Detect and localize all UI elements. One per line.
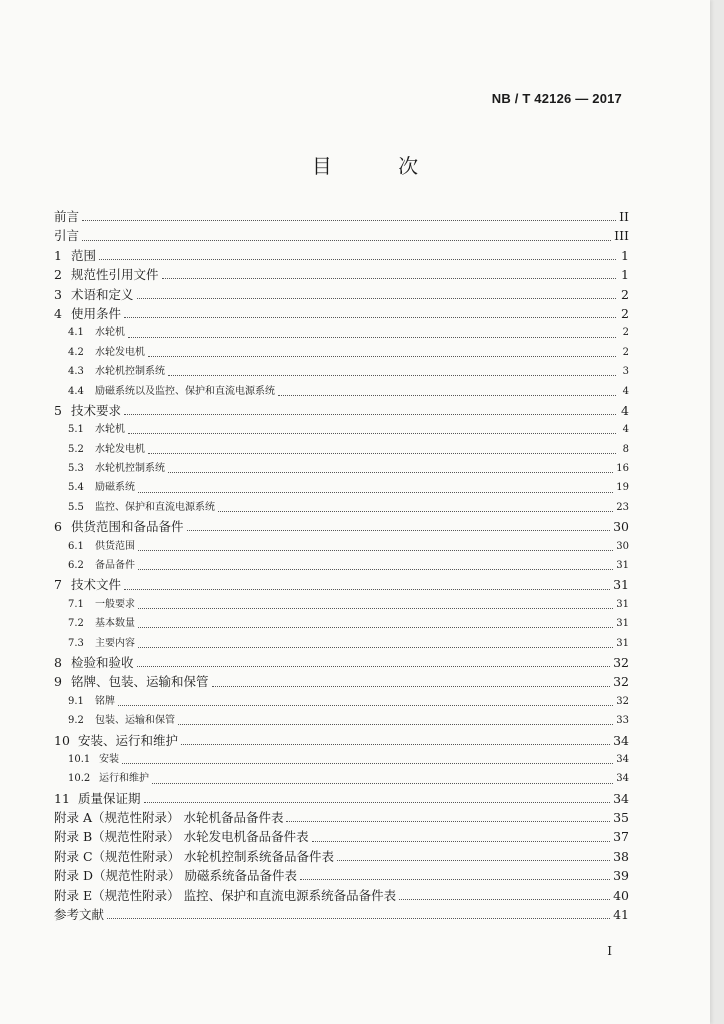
dot-leader — [138, 550, 613, 551]
toc-entry-page: 4 — [622, 385, 629, 397]
dot-leader — [138, 569, 613, 570]
toc-entry-page: 19 — [616, 482, 629, 494]
toc-entry[interactable] — [54, 537, 629, 556]
toc-entry-page: 4 — [622, 424, 629, 436]
toc-entry-title — [68, 769, 149, 788]
toc-entry-number: 7.2 — [68, 618, 84, 630]
toc-entry-title — [54, 886, 396, 905]
toc-entry-page: 23 — [616, 501, 629, 513]
toc-entry-number: 11 — [54, 790, 70, 806]
toc-entry-title — [54, 226, 79, 245]
toc-entry-title — [68, 537, 135, 556]
toc-entry-title — [68, 420, 125, 439]
toc-entry-label: 使用条件 — [71, 305, 122, 321]
dot-leader — [82, 220, 616, 221]
toc-entry-page: 3 — [622, 366, 629, 378]
toc-entry-label: 附录 E（规范性附录） 监控、保护和直流电源系统备品备件表 — [54, 887, 397, 903]
toc-entry-number: 9 — [54, 674, 62, 690]
toc-entry-label: 引言 — [54, 228, 80, 244]
toc-entry-page: 31 — [616, 598, 629, 610]
toc-entry-page: 1 — [621, 247, 629, 263]
toc-entry-number: 5.4 — [68, 482, 84, 494]
toc-entry[interactable] — [54, 362, 629, 381]
toc-entry-title — [54, 207, 79, 226]
toc-entry-number: 1 — [54, 247, 62, 263]
toc-entry-label: 包装、运输和保管 — [95, 715, 175, 727]
toc-entry-number: 9.2 — [68, 715, 84, 727]
page-title: 目 次 — [311, 154, 449, 178]
toc-entry-page: 40 — [613, 887, 629, 903]
toc-entry-title — [68, 498, 215, 517]
toc-entry-label: 水轮发电机 — [95, 346, 145, 358]
toc-entry-label: 检验和验收 — [71, 654, 134, 670]
toc-entry[interactable] — [54, 265, 629, 284]
toc-entry-title — [54, 827, 309, 846]
toc-entry-title — [68, 323, 125, 342]
toc-entry-page: 31 — [613, 577, 629, 593]
toc-entry-page: 2 — [622, 327, 629, 339]
toc-entry-label: 质量保证期 — [78, 790, 141, 806]
dot-leader — [124, 414, 616, 415]
toc-entry-page: 41 — [613, 907, 629, 923]
toc-entry-page: 37 — [613, 829, 629, 845]
toc-entry[interactable] — [54, 595, 629, 614]
toc-entry-page: 38 — [613, 848, 629, 864]
toc-entry-title — [68, 692, 115, 711]
toc-entry-title — [54, 401, 121, 420]
toc-entry[interactable] — [54, 323, 629, 342]
toc-entry-page: 31 — [616, 560, 629, 572]
toc-entry-number: 8 — [54, 654, 62, 670]
toc-entry-title — [68, 459, 165, 478]
toc-entry[interactable] — [54, 246, 629, 265]
dot-leader — [128, 433, 616, 434]
toc-entry[interactable] — [54, 401, 629, 420]
toc-entry[interactable] — [54, 343, 629, 362]
toc-entry-number: 7.3 — [68, 637, 84, 649]
toc-entry-page: 33 — [616, 715, 629, 727]
dot-leader — [148, 356, 616, 357]
toc-entry-title — [54, 517, 184, 536]
page-number: I — [607, 944, 612, 958]
toc-entry-page: 32 — [613, 654, 629, 670]
dot-leader — [138, 492, 613, 493]
dot-leader — [137, 298, 616, 299]
toc-entry-title — [68, 750, 119, 769]
toc-entry-label: 基本数量 — [95, 618, 135, 630]
table-of-contents — [54, 207, 629, 924]
toc-entry-title — [54, 653, 134, 672]
toc-entry-label: 前言 — [54, 208, 80, 224]
toc-entry-label: 励磁系统以及监控、保护和直流电源系统 — [95, 385, 275, 397]
toc-entry[interactable] — [54, 556, 629, 575]
toc-entry[interactable] — [54, 847, 629, 866]
toc-entry-page: 32 — [616, 695, 629, 707]
toc-entry[interactable] — [54, 226, 629, 245]
dot-leader — [124, 317, 616, 318]
toc-entry-title — [54, 672, 209, 691]
toc-entry-label: 术语和定义 — [71, 286, 134, 302]
dot-leader — [300, 879, 610, 880]
toc-entry-number: 6.1 — [68, 540, 84, 552]
toc-entry[interactable] — [54, 420, 629, 439]
toc-entry-page: 35 — [613, 810, 629, 826]
toc-entry-page: 2 — [621, 286, 629, 302]
toc-entry-label: 励磁系统 — [95, 482, 135, 494]
toc-entry-label: 水轮机控制系统 — [95, 366, 165, 378]
dot-leader — [138, 608, 613, 609]
toc-entry[interactable] — [54, 614, 629, 633]
toc-entry[interactable] — [54, 789, 629, 808]
dot-leader — [107, 918, 610, 919]
toc-entry-number: 9.1 — [68, 695, 84, 707]
toc-entry-number: 7 — [54, 577, 62, 593]
toc-entry-number: 6.2 — [68, 560, 84, 572]
toc-entry-title — [54, 789, 141, 808]
toc-entry-label: 安装、运行和维护 — [78, 732, 179, 748]
dot-leader — [144, 802, 611, 803]
toc-entry[interactable] — [54, 634, 629, 653]
toc-entry[interactable] — [54, 692, 629, 711]
toc-entry-label: 技术文件 — [71, 577, 122, 593]
dot-leader — [124, 589, 610, 590]
toc-entry-title — [68, 343, 145, 362]
toc-entry[interactable] — [54, 440, 629, 459]
dot-leader — [286, 821, 610, 822]
toc-entry-page: 34 — [616, 773, 629, 785]
toc-entry-page: 2 — [622, 346, 629, 358]
toc-entry-number: 10.2 — [68, 773, 91, 785]
dot-leader — [137, 666, 611, 667]
toc-entry[interactable] — [54, 866, 629, 885]
toc-entry-page: 30 — [613, 519, 629, 535]
toc-entry[interactable] — [54, 207, 629, 226]
dot-leader — [278, 395, 616, 396]
toc-entry-label: 水轮发电机 — [95, 443, 145, 455]
toc-entry[interactable] — [54, 517, 629, 536]
dot-leader — [128, 337, 616, 338]
toc-entry-number: 5.1 — [68, 424, 84, 436]
dot-leader — [138, 627, 613, 628]
toc-entry-page: 34 — [613, 790, 629, 806]
toc-entry-title — [54, 731, 178, 750]
toc-entry-page: 31 — [616, 618, 629, 630]
toc-entry-title — [68, 614, 135, 633]
toc-entry-title — [68, 711, 175, 730]
toc-entry-title — [68, 595, 135, 614]
toc-entry[interactable] — [54, 498, 629, 517]
toc-entry-title — [54, 808, 283, 827]
toc-entry[interactable] — [54, 731, 629, 750]
toc-entry[interactable] — [54, 459, 629, 478]
toc-entry-page: 2 — [621, 305, 629, 321]
toc-entry-number: 4 — [54, 305, 62, 321]
toc-entry[interactable] — [54, 750, 629, 769]
toc-entry-number: 5.3 — [68, 463, 84, 475]
dot-leader — [168, 375, 616, 376]
toc-entry[interactable] — [54, 769, 629, 788]
toc-entry-label: 水轮机控制系统 — [95, 463, 165, 475]
toc-entry-title — [68, 382, 275, 401]
toc-entry[interactable] — [54, 575, 629, 594]
toc-entry-number: 5.5 — [68, 501, 84, 513]
dot-leader — [178, 724, 613, 725]
toc-entry-label: 供货范围和备品备件 — [71, 519, 184, 535]
toc-entry-number: 6 — [54, 519, 62, 535]
toc-entry-title — [68, 440, 145, 459]
toc-entry-title — [68, 362, 165, 381]
toc-entry-page: 1 — [621, 267, 629, 283]
toc-entry-label: 安装 — [99, 753, 119, 765]
dot-leader — [399, 899, 610, 900]
toc-entry-number: 7.1 — [68, 598, 84, 610]
toc-entry-page: II — [619, 208, 629, 224]
toc-entry-page: III — [614, 228, 629, 244]
toc-entry-title — [54, 304, 121, 323]
toc-entry-page: 4 — [621, 402, 629, 418]
toc-entry-title — [68, 478, 135, 497]
toc-entry-label: 水轮机 — [95, 327, 125, 339]
toc-entry-title — [54, 847, 334, 866]
toc-entry-title — [54, 246, 96, 265]
toc-entry-title — [54, 575, 121, 594]
dot-leader — [168, 472, 613, 473]
toc-entry-number: 4.3 — [68, 366, 84, 378]
toc-entry-title — [68, 634, 135, 653]
toc-entry[interactable] — [54, 828, 629, 847]
toc-entry-title — [54, 866, 297, 885]
toc-entry-title — [54, 285, 134, 304]
toc-entry-label: 主要内容 — [95, 637, 135, 649]
toc-entry-label: 监控、保护和直流电源系统 — [95, 501, 215, 513]
dot-leader — [187, 530, 611, 531]
toc-entry-label: 供货范围 — [95, 540, 135, 552]
toc-entry-title — [54, 265, 159, 284]
dot-leader — [218, 511, 613, 512]
toc-entry[interactable] — [54, 711, 629, 730]
toc-entry[interactable] — [54, 672, 629, 691]
toc-entry[interactable] — [54, 905, 629, 924]
toc-entry-label: 备品备件 — [95, 560, 135, 572]
dot-leader — [138, 647, 613, 648]
dot-leader — [82, 240, 611, 241]
toc-entry-label: 运行和维护 — [99, 773, 149, 785]
toc-entry-label: 附录 C（规范性附录） 水轮机控制系统备品备件表 — [54, 848, 335, 864]
toc-entry-number: 2 — [54, 267, 62, 283]
toc-entry-number: 3 — [54, 286, 62, 302]
toc-entry-number: 10.1 — [68, 753, 91, 765]
toc-entry-page: 30 — [616, 540, 629, 552]
toc-entry[interactable] — [54, 808, 629, 827]
toc-entry-page: 34 — [616, 753, 629, 765]
toc-entry-page: 31 — [616, 637, 629, 649]
dot-leader — [122, 763, 613, 764]
toc-entry[interactable] — [54, 886, 629, 905]
toc-entry-number: 10 — [54, 732, 70, 748]
toc-entry[interactable] — [54, 478, 629, 497]
toc-entry[interactable] — [54, 285, 629, 304]
toc-entry-title — [68, 556, 135, 575]
toc-entry-label: 附录 A（规范性附录） 水轮机备品备件表 — [54, 810, 284, 826]
toc-entry[interactable] — [54, 304, 629, 323]
toc-entry-label: 范围 — [71, 247, 97, 263]
toc-entry-number: 4.1 — [68, 327, 84, 339]
toc-entry-number: 4.4 — [68, 385, 84, 397]
toc-entry-page: 39 — [613, 868, 629, 884]
toc-entry-page: 34 — [613, 732, 629, 748]
toc-entry[interactable] — [54, 382, 629, 401]
toc-entry-title — [54, 905, 104, 924]
dot-leader — [181, 744, 610, 745]
toc-entry-number: 5.2 — [68, 443, 84, 455]
dot-leader — [212, 686, 611, 687]
dot-leader — [118, 705, 613, 706]
dot-leader — [312, 841, 610, 842]
toc-entry-label: 铭牌、包装、运输和保管 — [71, 674, 209, 690]
standard-code: NB / T 42126 — 2017 — [491, 91, 622, 106]
toc-entry-label: 附录 D（规范性附录） 励磁系统备品备件表 — [54, 868, 297, 884]
dot-leader — [162, 278, 616, 279]
toc-entry-label: 参考文献 — [54, 907, 105, 923]
toc-entry-label: 一般要求 — [95, 598, 135, 610]
toc-entry-number: 5 — [54, 402, 62, 418]
toc-entry-page: 8 — [622, 443, 629, 455]
toc-entry-label: 规范性引用文件 — [71, 267, 159, 283]
dot-leader — [337, 860, 610, 861]
dot-leader — [152, 783, 613, 784]
dot-leader — [148, 453, 616, 454]
toc-entry[interactable] — [54, 653, 629, 672]
toc-entry-page: 32 — [613, 674, 629, 690]
toc-entry-number: 4.2 — [68, 346, 84, 358]
toc-entry-page: 16 — [616, 463, 629, 475]
toc-entry-label: 铭牌 — [95, 695, 115, 707]
toc-entry-label: 技术要求 — [71, 402, 122, 418]
toc-entry-label: 水轮机 — [95, 424, 125, 436]
toc-entry-label: 附录 B（规范性附录） 水轮发电机备品备件表 — [54, 829, 309, 845]
dot-leader — [99, 259, 616, 260]
